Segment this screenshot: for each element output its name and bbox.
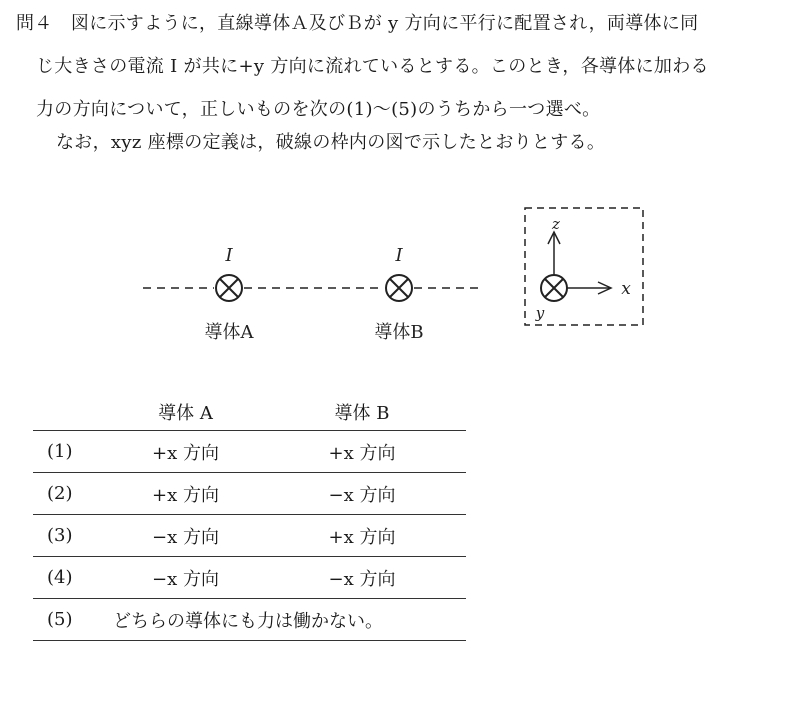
header-conductor-b: 導体 B: [334, 403, 390, 424]
axis-origin-symbol: [541, 275, 567, 301]
axis-y-label: y: [535, 304, 545, 322]
question-line-1: 問４ 図に示すように，直線導体Ａ及びＢが y 方向に平行に配置され，両導体に同: [16, 13, 699, 34]
axis-z-label: z: [552, 215, 560, 233]
x-axis-arrow: [567, 282, 611, 294]
choice-b-direction: −x 方向: [258, 557, 466, 599]
header-conductor-a: 導体 A: [158, 403, 213, 424]
choice-b-direction: −x 方向: [258, 473, 466, 515]
conductor-b-symbol: [386, 275, 412, 301]
choice-b-direction: +x 方向: [258, 515, 466, 557]
axis-x-label: x: [621, 279, 631, 299]
conductor-a-label: 導体A: [204, 322, 254, 343]
question-line-4: なお，xyz 座標の定義は，破線の枠内の図で示したとおりとする。: [56, 132, 606, 153]
choice-number: (4): [33, 557, 113, 599]
choice-a-direction: +x 方向: [113, 473, 258, 515]
question-line-3: 力の方向について，正しいものを次の(1)～(5)のうちから一つ選べ。: [36, 99, 601, 120]
header-num: [33, 394, 113, 431]
choice-number: (3): [33, 515, 113, 557]
choice-text: どちらの導体にも力は働かない。: [113, 599, 466, 641]
choice-a-direction: −x 方向: [113, 557, 258, 599]
choice-number: (2): [33, 473, 113, 515]
table-header-row: [33, 394, 466, 431]
answer-row-2[interactable]: [33, 473, 466, 515]
answer-row-1[interactable]: [33, 431, 466, 473]
conductor-b-label: 導体B: [374, 322, 424, 343]
answer-row-3[interactable]: [33, 515, 466, 557]
conductor-a-symbol: [216, 275, 242, 301]
choice-number: (1): [33, 431, 113, 473]
question-line-2: じ大きさの電流 I が共に+y 方向に流れているとする。このとき，各導体に加わる: [36, 56, 709, 77]
current-label-a: I: [225, 245, 233, 266]
z-axis-arrow: [548, 232, 560, 275]
choice-b-direction: +x 方向: [258, 431, 466, 473]
choice-number: (5): [33, 599, 113, 641]
choice-a-direction: +x 方向: [113, 431, 258, 473]
choice-a-direction: −x 方向: [113, 515, 258, 557]
current-label-b: I: [395, 245, 403, 266]
answer-row-4[interactable]: [33, 557, 466, 599]
answer-table: [33, 394, 466, 641]
answer-row-5[interactable]: [33, 599, 466, 641]
